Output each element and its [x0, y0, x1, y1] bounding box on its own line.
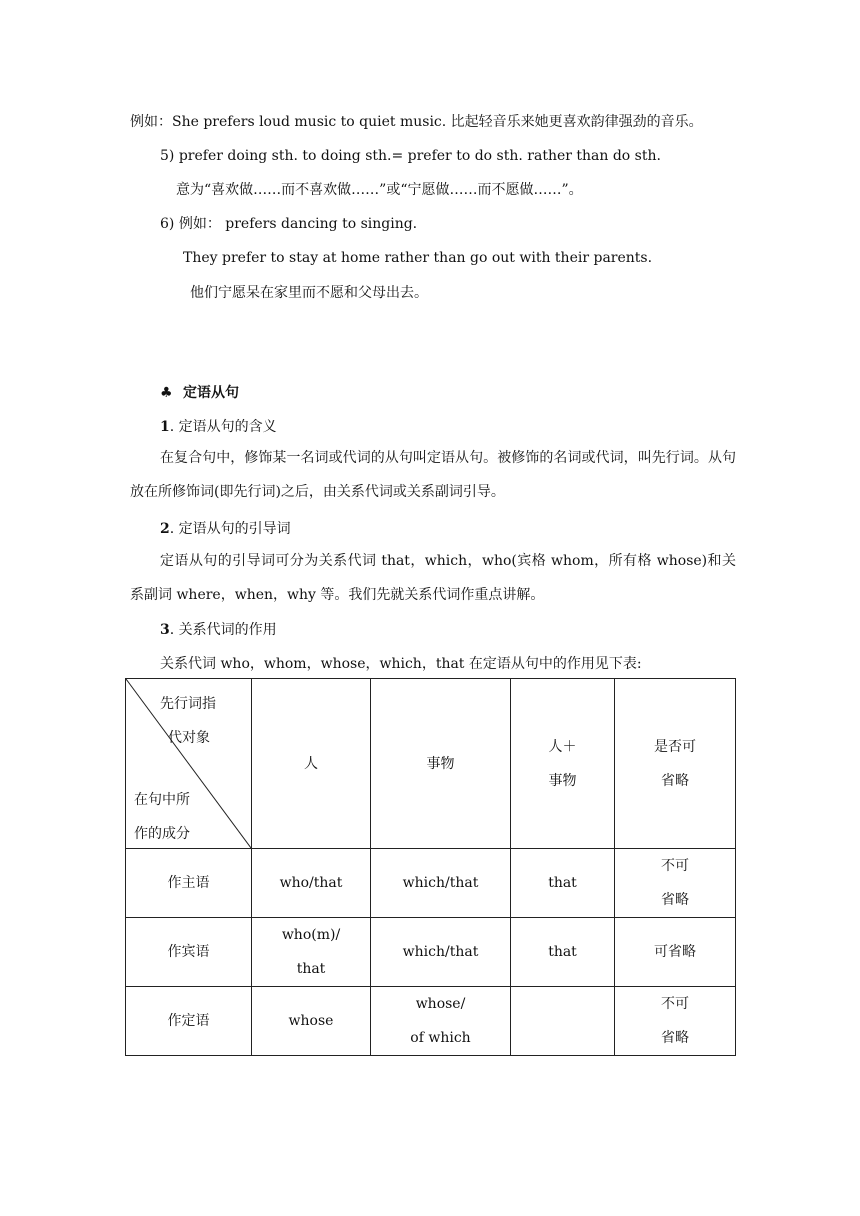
table-row — [126, 849, 736, 918]
row-person-line-2: that — [296, 961, 326, 977]
point-2-title: . 定语从句的引导词 — [169, 521, 291, 537]
table-row — [126, 987, 736, 1056]
point-2-heading — [160, 519, 291, 539]
corner-bottom-label — [134, 783, 190, 851]
header-thing: 事物 — [371, 679, 511, 849]
corner-top-label — [160, 687, 216, 755]
corner-top-line-1: 先行词指 — [160, 696, 216, 712]
example-sentence: 例如：She prefers loud music to quiet music. 比起轻音乐来她更喜欢韵律强劲的音乐。 — [130, 114, 703, 130]
row-role: 作主语 — [126, 849, 252, 918]
section-heading — [160, 383, 239, 403]
table-corner-cell — [126, 679, 252, 849]
row-thing-line-2: of which — [410, 1030, 471, 1046]
row-thing: which/that — [371, 849, 511, 918]
relative-pronoun-table — [125, 678, 736, 1056]
item-6: 6) 例如： prefers dancing to singing. — [160, 216, 418, 232]
row-person-line-1: who(m)/ — [281, 927, 341, 943]
row-role: 作定语 — [126, 987, 252, 1056]
header-omit-line-2: 省略 — [661, 772, 689, 789]
row-thing: which/that — [371, 918, 511, 987]
row-omit-line-2: 省略 — [661, 1030, 689, 1046]
corner-bottom-line-1: 在句中所 — [134, 792, 190, 808]
club-icon: ♣ — [160, 385, 173, 401]
row-omit — [615, 849, 736, 918]
item-5-meaning: 意为“喜欢做……而不喜欢做……”或“宁愿做……而不愿做……”。 — [176, 182, 583, 198]
header-person: 人 — [252, 679, 371, 849]
point-1-title: . 定语从句的含义 — [169, 419, 277, 435]
row-person — [252, 918, 371, 987]
point-2-number: 2 — [160, 521, 170, 537]
row-both — [511, 987, 615, 1056]
table-row — [126, 918, 736, 987]
row-both: that — [511, 849, 615, 918]
header-person-and-thing — [511, 679, 615, 849]
row-thing — [371, 987, 511, 1056]
row-role: 作宾语 — [126, 918, 252, 987]
row-omit: 可省略 — [615, 918, 736, 987]
header-both-line-2: 事物 — [548, 772, 577, 789]
point-1-number: 1 — [160, 419, 170, 435]
row-person: who/that — [252, 849, 371, 918]
header-omit-line-1: 是否可 — [654, 738, 696, 755]
header-omittable — [615, 679, 736, 849]
corner-bottom-line-2: 作的成分 — [134, 826, 190, 842]
header-both-line-1: 人＋ — [548, 738, 577, 755]
point-3-number: 3 — [160, 622, 170, 638]
point-3-title: . 关系代词的作用 — [169, 622, 277, 638]
row-omit-line-1: 不可 — [661, 858, 689, 874]
point-1-heading — [160, 417, 277, 437]
section-title: 定语从句 — [183, 385, 240, 401]
row-thing-line-1: whose/ — [415, 996, 466, 1012]
point-2-text: 定语从句的引导词可分为关系代词 that，which，who(宾格 whom，所有格 whose)和关系副词 where，when，why 等。我们先就关系代词作重点讲解。 — [130, 553, 736, 603]
row-omit-line-2: 省略 — [661, 892, 689, 908]
item-6-example: They prefer to stay at home rather than go out with their parents. — [183, 250, 653, 266]
table-header-row — [126, 679, 736, 849]
corner-top-line-2: 代对象 — [168, 730, 210, 746]
point-3-heading — [160, 620, 277, 640]
item-6-translation: 他们宁愿呆在家里而不愿和父母出去。 — [190, 285, 428, 301]
point-1-text: 在复合句中，修饰某一名词或代词的从句叫定语从句。被修饰的名词或代词，叫先行词。从句放在所修饰词(即先行词)之后，由关系代词或关系副词引导。 — [130, 450, 736, 500]
row-omit — [615, 987, 736, 1056]
row-person: whose — [252, 987, 371, 1056]
row-omit-line-1: 不可 — [661, 996, 689, 1012]
row-both: that — [511, 918, 615, 987]
point-3-text: 关系代词 who，whom，whose，which，that 在定语从句中的作用见下表: — [160, 656, 642, 672]
item-5: 5) prefer doing sth. to doing sth.= prefer to do sth. rather than do sth. — [160, 148, 661, 164]
